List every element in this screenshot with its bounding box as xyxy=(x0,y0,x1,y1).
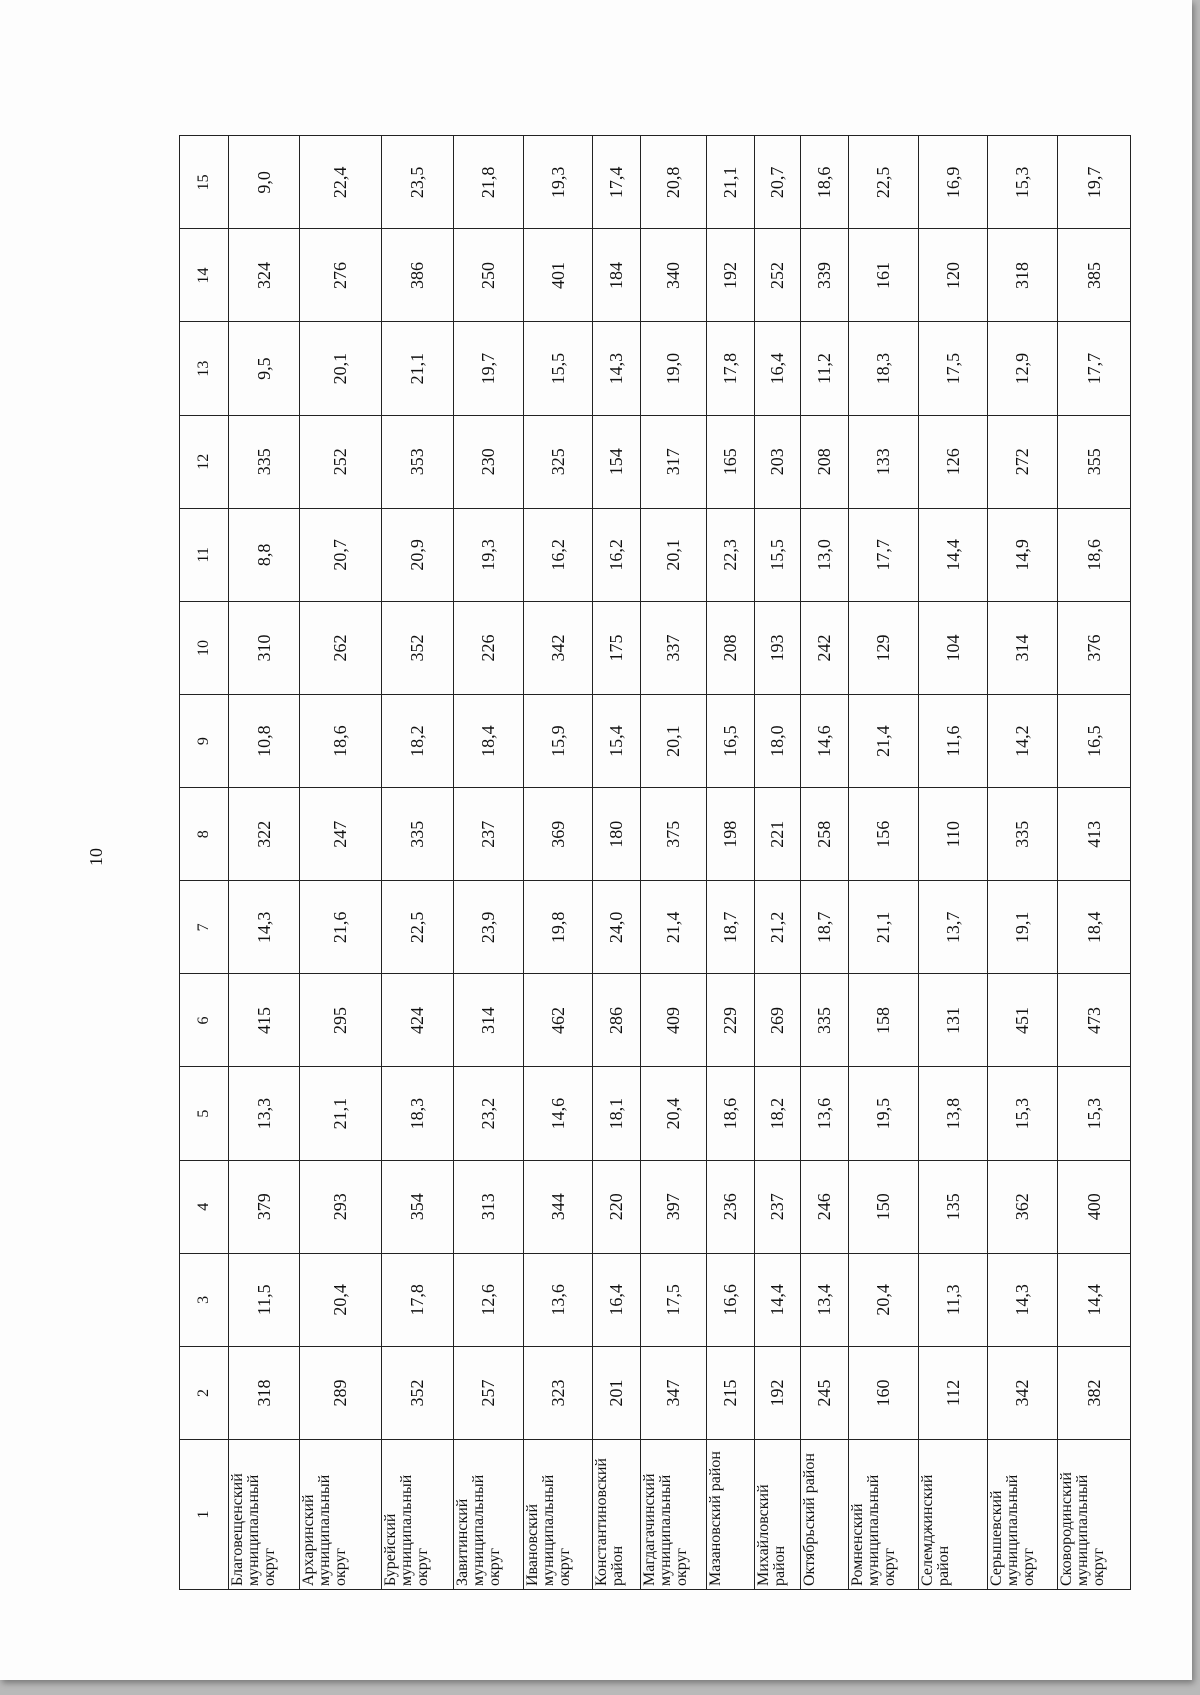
value-cell-col-5: 15,3 xyxy=(1058,1067,1131,1160)
value-cell-col-10: 175 xyxy=(593,601,641,694)
value-cell-col-9: 14,6 xyxy=(801,695,849,788)
value-cell-col-2: 382 xyxy=(1058,1346,1131,1439)
column-header-12: 12 xyxy=(180,415,229,508)
value-cell-col-8: 375 xyxy=(640,788,706,881)
value-cell-col-9: 16,5 xyxy=(1058,695,1131,788)
value-cell-col-5: 18,3 xyxy=(381,1067,453,1160)
value-cell-col-7: 21,1 xyxy=(849,881,919,974)
value-cell-col-8: 198 xyxy=(706,788,754,881)
value-cell-col-3: 14,4 xyxy=(1058,1253,1131,1346)
table-row xyxy=(381,136,453,1590)
value-cell-col-8: 369 xyxy=(524,788,593,881)
value-cell-col-4: 150 xyxy=(849,1160,919,1253)
value-cell-col-13: 14,3 xyxy=(593,322,641,415)
value-cell-col-4: 135 xyxy=(919,1160,988,1253)
value-cell-col-13: 11,2 xyxy=(801,322,849,415)
value-cell-col-7: 19,1 xyxy=(988,881,1058,974)
value-cell-col-15: 18,6 xyxy=(801,136,849,229)
value-cell-col-11: 16,2 xyxy=(593,508,641,601)
value-cell-col-4: 313 xyxy=(453,1160,523,1253)
value-cell-col-8: 413 xyxy=(1058,788,1131,881)
value-cell-col-10: 226 xyxy=(453,601,523,694)
value-cell-col-10: 242 xyxy=(801,601,849,694)
value-cell-col-8: 335 xyxy=(988,788,1058,881)
value-cell-col-3: 11,5 xyxy=(228,1253,299,1346)
value-cell-col-4: 379 xyxy=(228,1160,299,1253)
value-cell-col-4: 362 xyxy=(988,1160,1058,1253)
value-cell-col-4: 344 xyxy=(524,1160,593,1253)
value-cell-col-3: 13,6 xyxy=(524,1253,593,1346)
value-cell-col-12: 335 xyxy=(228,415,299,508)
value-cell-col-2: 347 xyxy=(640,1346,706,1439)
value-cell-col-13: 15,5 xyxy=(524,322,593,415)
district-name-cell: Селемджинский район xyxy=(919,1440,988,1590)
value-cell-col-11: 20,9 xyxy=(381,508,453,601)
column-header-3: 3 xyxy=(180,1253,229,1346)
value-cell-col-11: 13,0 xyxy=(801,508,849,601)
value-cell-col-5: 20,4 xyxy=(640,1067,706,1160)
value-cell-col-4: 237 xyxy=(754,1160,801,1253)
table-row xyxy=(849,136,919,1590)
value-cell-col-14: 386 xyxy=(381,229,453,322)
value-cell-col-6: 229 xyxy=(706,974,754,1067)
value-cell-col-6: 269 xyxy=(754,974,801,1067)
value-cell-col-12: 272 xyxy=(988,415,1058,508)
district-name-cell: Сковородинский муниципальный округ xyxy=(1058,1440,1131,1590)
value-cell-col-12: 133 xyxy=(849,415,919,508)
value-cell-col-12: 154 xyxy=(593,415,641,508)
value-cell-col-6: 286 xyxy=(593,974,641,1067)
value-cell-col-7: 23,9 xyxy=(453,881,523,974)
value-cell-col-7: 18,7 xyxy=(706,881,754,974)
value-cell-col-14: 339 xyxy=(801,229,849,322)
district-name-cell: Архаринский муниципальный округ xyxy=(300,1440,381,1590)
value-cell-col-7: 18,7 xyxy=(801,881,849,974)
value-cell-col-3: 12,6 xyxy=(453,1253,523,1346)
value-cell-col-2: 201 xyxy=(593,1346,641,1439)
value-cell-col-2: 160 xyxy=(849,1346,919,1439)
value-cell-col-6: 295 xyxy=(300,974,381,1067)
value-cell-col-15: 20,7 xyxy=(754,136,801,229)
value-cell-col-6: 335 xyxy=(801,974,849,1067)
value-cell-col-3: 20,4 xyxy=(300,1253,381,1346)
value-cell-col-11: 14,9 xyxy=(988,508,1058,601)
rotated-table-container xyxy=(179,136,1131,1590)
table-row xyxy=(640,136,706,1590)
value-cell-col-10: 314 xyxy=(988,601,1058,694)
value-cell-col-15: 16,9 xyxy=(919,136,988,229)
column-header-13: 13 xyxy=(180,322,229,415)
value-cell-col-14: 340 xyxy=(640,229,706,322)
value-cell-col-5: 13,3 xyxy=(228,1067,299,1160)
value-cell-col-12: 230 xyxy=(453,415,523,508)
value-cell-col-12: 203 xyxy=(754,415,801,508)
table-row xyxy=(988,136,1058,1590)
value-cell-col-13: 16,4 xyxy=(754,322,801,415)
value-cell-col-12: 353 xyxy=(381,415,453,508)
value-cell-col-2: 323 xyxy=(524,1346,593,1439)
district-name-cell: Бурейский муниципальный округ xyxy=(381,1440,453,1590)
value-cell-col-10: 310 xyxy=(228,601,299,694)
column-header-10: 10 xyxy=(180,601,229,694)
value-cell-col-6: 424 xyxy=(381,974,453,1067)
value-cell-col-2: 318 xyxy=(228,1346,299,1439)
value-cell-col-6: 158 xyxy=(849,974,919,1067)
value-cell-col-8: 156 xyxy=(849,788,919,881)
value-cell-col-15: 19,3 xyxy=(524,136,593,229)
value-cell-col-5: 13,8 xyxy=(919,1067,988,1160)
table-header-row xyxy=(180,136,229,1590)
value-cell-col-11: 15,5 xyxy=(754,508,801,601)
column-header-6: 6 xyxy=(180,974,229,1067)
value-cell-col-15: 21,1 xyxy=(706,136,754,229)
column-header-5: 5 xyxy=(180,1067,229,1160)
value-cell-col-2: 342 xyxy=(988,1346,1058,1439)
value-cell-col-8: 110 xyxy=(919,788,988,881)
value-cell-col-15: 17,4 xyxy=(593,136,641,229)
value-cell-col-13: 19,7 xyxy=(453,322,523,415)
value-cell-col-14: 192 xyxy=(706,229,754,322)
district-name-cell: Серышевский муниципальный округ xyxy=(988,1440,1058,1590)
value-cell-col-4: 397 xyxy=(640,1160,706,1253)
district-name-cell: Завитинский муниципальный округ xyxy=(453,1440,523,1590)
value-cell-col-9: 16,5 xyxy=(706,695,754,788)
value-cell-col-13: 12,9 xyxy=(988,322,1058,415)
value-cell-col-8: 258 xyxy=(801,788,849,881)
value-cell-col-2: 112 xyxy=(919,1346,988,1439)
value-cell-col-8: 221 xyxy=(754,788,801,881)
table-row xyxy=(524,136,593,1590)
value-cell-col-7: 21,6 xyxy=(300,881,381,974)
value-cell-col-9: 18,2 xyxy=(381,695,453,788)
value-cell-col-3: 16,4 xyxy=(593,1253,641,1346)
value-cell-col-10: 337 xyxy=(640,601,706,694)
value-cell-col-15: 9,0 xyxy=(228,136,299,229)
value-cell-col-2: 192 xyxy=(754,1346,801,1439)
value-cell-col-15: 22,5 xyxy=(849,136,919,229)
value-cell-col-8: 335 xyxy=(381,788,453,881)
value-cell-col-7: 19,8 xyxy=(524,881,593,974)
table-row xyxy=(801,136,849,1590)
value-cell-col-8: 322 xyxy=(228,788,299,881)
value-cell-col-13: 17,7 xyxy=(1058,322,1131,415)
value-cell-col-3: 16,6 xyxy=(706,1253,754,1346)
value-cell-col-7: 24,0 xyxy=(593,881,641,974)
value-cell-col-14: 324 xyxy=(228,229,299,322)
value-cell-col-14: 401 xyxy=(524,229,593,322)
value-cell-col-12: 325 xyxy=(524,415,593,508)
value-cell-col-9: 15,4 xyxy=(593,695,641,788)
value-cell-col-15: 22,4 xyxy=(300,136,381,229)
column-header-1: 1 xyxy=(180,1440,229,1590)
value-cell-col-13: 17,8 xyxy=(706,322,754,415)
value-cell-col-14: 184 xyxy=(593,229,641,322)
value-cell-col-11: 17,7 xyxy=(849,508,919,601)
column-header-4: 4 xyxy=(180,1160,229,1253)
column-header-2: 2 xyxy=(180,1346,229,1439)
value-cell-col-5: 13,6 xyxy=(801,1067,849,1160)
value-cell-col-13: 19,0 xyxy=(640,322,706,415)
value-cell-col-10: 193 xyxy=(754,601,801,694)
value-cell-col-8: 237 xyxy=(453,788,523,881)
statistics-table xyxy=(179,135,1131,1590)
value-cell-col-13: 20,1 xyxy=(300,322,381,415)
value-cell-col-10: 352 xyxy=(381,601,453,694)
value-cell-col-10: 376 xyxy=(1058,601,1131,694)
value-cell-col-14: 385 xyxy=(1058,229,1131,322)
value-cell-col-6: 415 xyxy=(228,974,299,1067)
value-cell-col-9: 11,6 xyxy=(919,695,988,788)
value-cell-col-3: 14,4 xyxy=(754,1253,801,1346)
value-cell-col-12: 126 xyxy=(919,415,988,508)
table-row xyxy=(754,136,801,1590)
value-cell-col-5: 18,6 xyxy=(706,1067,754,1160)
value-cell-col-5: 18,2 xyxy=(754,1067,801,1160)
value-cell-col-15: 23,5 xyxy=(381,136,453,229)
value-cell-col-5: 23,2 xyxy=(453,1067,523,1160)
value-cell-col-9: 10,8 xyxy=(228,695,299,788)
value-cell-col-11: 14,4 xyxy=(919,508,988,601)
value-cell-col-6: 131 xyxy=(919,974,988,1067)
value-cell-col-10: 342 xyxy=(524,601,593,694)
value-cell-col-2: 289 xyxy=(300,1346,381,1439)
table-row xyxy=(300,136,381,1590)
value-cell-col-4: 400 xyxy=(1058,1160,1131,1253)
value-cell-col-9: 20,1 xyxy=(640,695,706,788)
value-cell-col-15: 21,8 xyxy=(453,136,523,229)
value-cell-col-3: 17,8 xyxy=(381,1253,453,1346)
value-cell-col-9: 18,4 xyxy=(453,695,523,788)
value-cell-col-7: 13,7 xyxy=(919,881,988,974)
value-cell-col-11: 18,6 xyxy=(1058,508,1131,601)
value-cell-col-7: 14,3 xyxy=(228,881,299,974)
value-cell-col-3: 20,4 xyxy=(849,1253,919,1346)
value-cell-col-7: 18,4 xyxy=(1058,881,1131,974)
value-cell-col-6: 409 xyxy=(640,974,706,1067)
value-cell-col-6: 462 xyxy=(524,974,593,1067)
value-cell-col-10: 129 xyxy=(849,601,919,694)
value-cell-col-15: 15,3 xyxy=(988,136,1058,229)
column-header-15: 15 xyxy=(180,136,229,229)
value-cell-col-3: 14,3 xyxy=(988,1253,1058,1346)
district-name-cell: Ивановский муниципальный округ xyxy=(524,1440,593,1590)
value-cell-col-12: 355 xyxy=(1058,415,1131,508)
value-cell-col-14: 252 xyxy=(754,229,801,322)
value-cell-col-13: 18,3 xyxy=(849,322,919,415)
value-cell-col-10: 208 xyxy=(706,601,754,694)
value-cell-col-13: 21,1 xyxy=(381,322,453,415)
district-name-cell: Михайловский район xyxy=(754,1440,801,1590)
value-cell-col-11: 16,2 xyxy=(524,508,593,601)
value-cell-col-10: 262 xyxy=(300,601,381,694)
value-cell-col-4: 293 xyxy=(300,1160,381,1253)
table-row xyxy=(706,136,754,1590)
table-row xyxy=(1058,136,1131,1590)
value-cell-col-9: 18,6 xyxy=(300,695,381,788)
district-name-cell: Мазановский район xyxy=(706,1440,754,1590)
column-header-8: 8 xyxy=(180,788,229,881)
value-cell-col-11: 20,7 xyxy=(300,508,381,601)
value-cell-col-11: 20,1 xyxy=(640,508,706,601)
value-cell-col-11: 8,8 xyxy=(228,508,299,601)
value-cell-col-5: 21,1 xyxy=(300,1067,381,1160)
value-cell-col-6: 473 xyxy=(1058,974,1131,1067)
district-name-cell: Константиновский район xyxy=(593,1440,641,1590)
value-cell-col-14: 161 xyxy=(849,229,919,322)
value-cell-col-3: 11,3 xyxy=(919,1253,988,1346)
value-cell-col-2: 245 xyxy=(801,1346,849,1439)
district-name-cell: Ромненский муниципальный округ xyxy=(849,1440,919,1590)
value-cell-col-6: 451 xyxy=(988,974,1058,1067)
table-row xyxy=(919,136,988,1590)
value-cell-col-2: 215 xyxy=(706,1346,754,1439)
column-header-7: 7 xyxy=(180,881,229,974)
value-cell-col-4: 354 xyxy=(381,1160,453,1253)
table-row xyxy=(228,136,299,1590)
value-cell-col-14: 318 xyxy=(988,229,1058,322)
value-cell-col-2: 257 xyxy=(453,1346,523,1439)
value-cell-col-7: 21,4 xyxy=(640,881,706,974)
value-cell-col-7: 22,5 xyxy=(381,881,453,974)
value-cell-col-9: 18,0 xyxy=(754,695,801,788)
column-header-14: 14 xyxy=(180,229,229,322)
value-cell-col-9: 21,4 xyxy=(849,695,919,788)
value-cell-col-5: 15,3 xyxy=(988,1067,1058,1160)
value-cell-col-12: 208 xyxy=(801,415,849,508)
value-cell-col-12: 317 xyxy=(640,415,706,508)
district-name-cell: Октябрьский район xyxy=(801,1440,849,1590)
value-cell-col-14: 250 xyxy=(453,229,523,322)
value-cell-col-3: 17,5 xyxy=(640,1253,706,1346)
table-row xyxy=(593,136,641,1590)
value-cell-col-13: 9,5 xyxy=(228,322,299,415)
column-header-9: 9 xyxy=(180,695,229,788)
table-row xyxy=(453,136,523,1590)
page-number-text: 10 xyxy=(86,848,106,866)
value-cell-col-11: 19,3 xyxy=(453,508,523,601)
value-cell-col-13: 17,5 xyxy=(919,322,988,415)
value-cell-col-5: 14,6 xyxy=(524,1067,593,1160)
value-cell-col-7: 21,2 xyxy=(754,881,801,974)
value-cell-col-2: 352 xyxy=(381,1346,453,1439)
value-cell-col-8: 180 xyxy=(593,788,641,881)
value-cell-col-4: 246 xyxy=(801,1160,849,1253)
value-cell-col-4: 236 xyxy=(706,1160,754,1253)
value-cell-col-4: 220 xyxy=(593,1160,641,1253)
value-cell-col-12: 165 xyxy=(706,415,754,508)
value-cell-col-14: 276 xyxy=(300,229,381,322)
value-cell-col-15: 20,8 xyxy=(640,136,706,229)
value-cell-col-6: 314 xyxy=(453,974,523,1067)
district-name-cell: Магдагачинский муниципальный округ xyxy=(640,1440,706,1590)
value-cell-col-11: 22,3 xyxy=(706,508,754,601)
value-cell-col-10: 104 xyxy=(919,601,988,694)
column-header-11: 11 xyxy=(180,508,229,601)
district-name-cell: Благовещенский муниципальный округ xyxy=(228,1440,299,1590)
value-cell-col-9: 15,9 xyxy=(524,695,593,788)
value-cell-col-14: 120 xyxy=(919,229,988,322)
value-cell-col-9: 14,2 xyxy=(988,695,1058,788)
value-cell-col-15: 19,7 xyxy=(1058,136,1131,229)
value-cell-col-5: 19,5 xyxy=(849,1067,919,1160)
value-cell-col-5: 18,1 xyxy=(593,1067,641,1160)
value-cell-col-8: 247 xyxy=(300,788,381,881)
value-cell-col-12: 252 xyxy=(300,415,381,508)
value-cell-col-3: 13,4 xyxy=(801,1253,849,1346)
